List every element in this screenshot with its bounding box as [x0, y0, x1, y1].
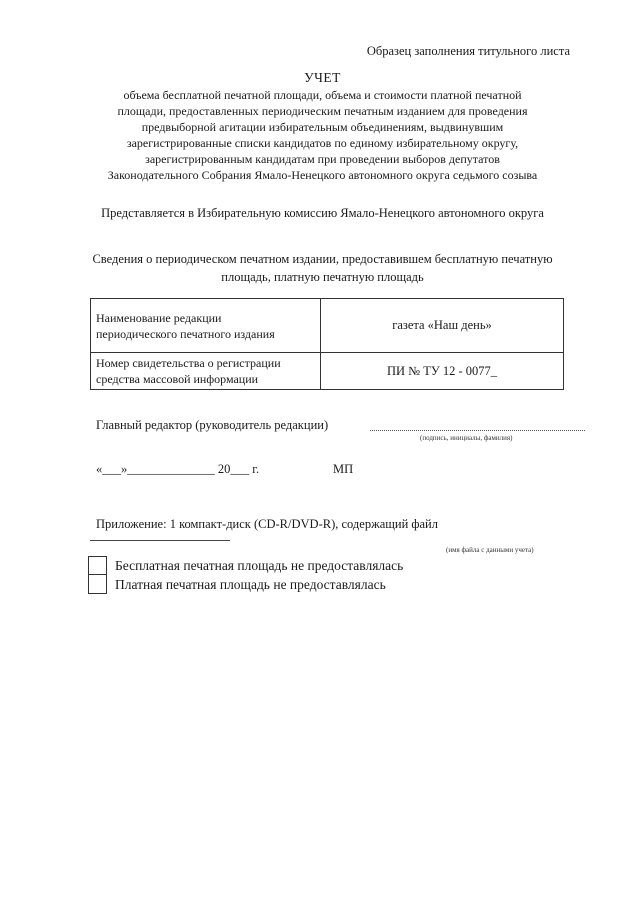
table-label-cell: [91, 299, 321, 353]
checkbox-free-space[interactable]: [88, 556, 107, 575]
sample-note: Образец заполнения титульного листа: [366, 44, 570, 58]
signature-caption: (подпись, инициалы, фамилия): [420, 434, 513, 442]
checkbox-row-free-space: [88, 556, 403, 575]
attachment-text: Приложение: 1 компакт-диск (CD-R/DVD-R), содержащий файл: [96, 517, 438, 531]
checkbox-label: Платная печатная площадь не предоставлялась: [115, 576, 386, 592]
publication-info-table: [90, 298, 564, 390]
file-name-caption: (имя файла с данными учета): [446, 546, 534, 554]
info-heading-line: Сведения о периодическом печатном издании, предоставившем бесплатную печатную: [92, 252, 553, 266]
registration-number-value: ПИ № ТУ 12 - 0077_: [321, 353, 564, 390]
table-row: [91, 299, 564, 353]
title-line: зарегистрированные списки кандидатов по единому избирательному округу,: [126, 136, 519, 150]
label-line: периодического печатного издания: [96, 326, 275, 341]
title-line: объема бесплатной печатной площади, объема и стоимости платной печатной: [123, 88, 522, 102]
title-line: площади, предоставленных периодическим печатным изданием для проведения: [117, 104, 528, 118]
checkbox-paid-space[interactable]: [88, 575, 107, 594]
title-heading: УЧЕТ: [304, 70, 341, 85]
checkbox-row-paid-space: [88, 575, 386, 594]
document-title: [80, 70, 565, 183]
title-line: Законодательного Собрания Ямало-Ненецкого автономного округа седьмого созыва: [107, 168, 538, 182]
title-line: зарегистрированным кандидатам при проведении выборов депутатов: [145, 152, 500, 166]
checkbox-label: Бесплатная печатная площадь не предоставлялась: [115, 557, 404, 573]
table-row: [91, 353, 564, 390]
file-name-line[interactable]: [90, 540, 230, 541]
stamp-place-label: МП: [333, 462, 354, 476]
info-heading: [80, 250, 565, 286]
label-line: Наименование редакции: [96, 310, 222, 325]
info-heading-line: площадь, платную печатную площадь: [221, 270, 424, 284]
editor-label: Главный редактор (руководитель редакции): [96, 418, 329, 432]
date-field[interactable]: «___»______________ 20___ г.: [96, 462, 260, 476]
label-line: средства массовой информации: [96, 372, 259, 386]
signature-line[interactable]: [370, 430, 585, 431]
submitted-to-text: Представляется в Избирательную комиссию Ямало-Ненецкого автономного округа: [101, 206, 544, 220]
title-line: предвыборной агитации избирательным объединениям, выдвинувшим: [141, 120, 504, 134]
table-label-cell: [91, 353, 321, 390]
publication-name-value: газета «Наш день»: [321, 299, 564, 353]
label-line: Номер свидетельства о регистрации: [96, 356, 281, 370]
